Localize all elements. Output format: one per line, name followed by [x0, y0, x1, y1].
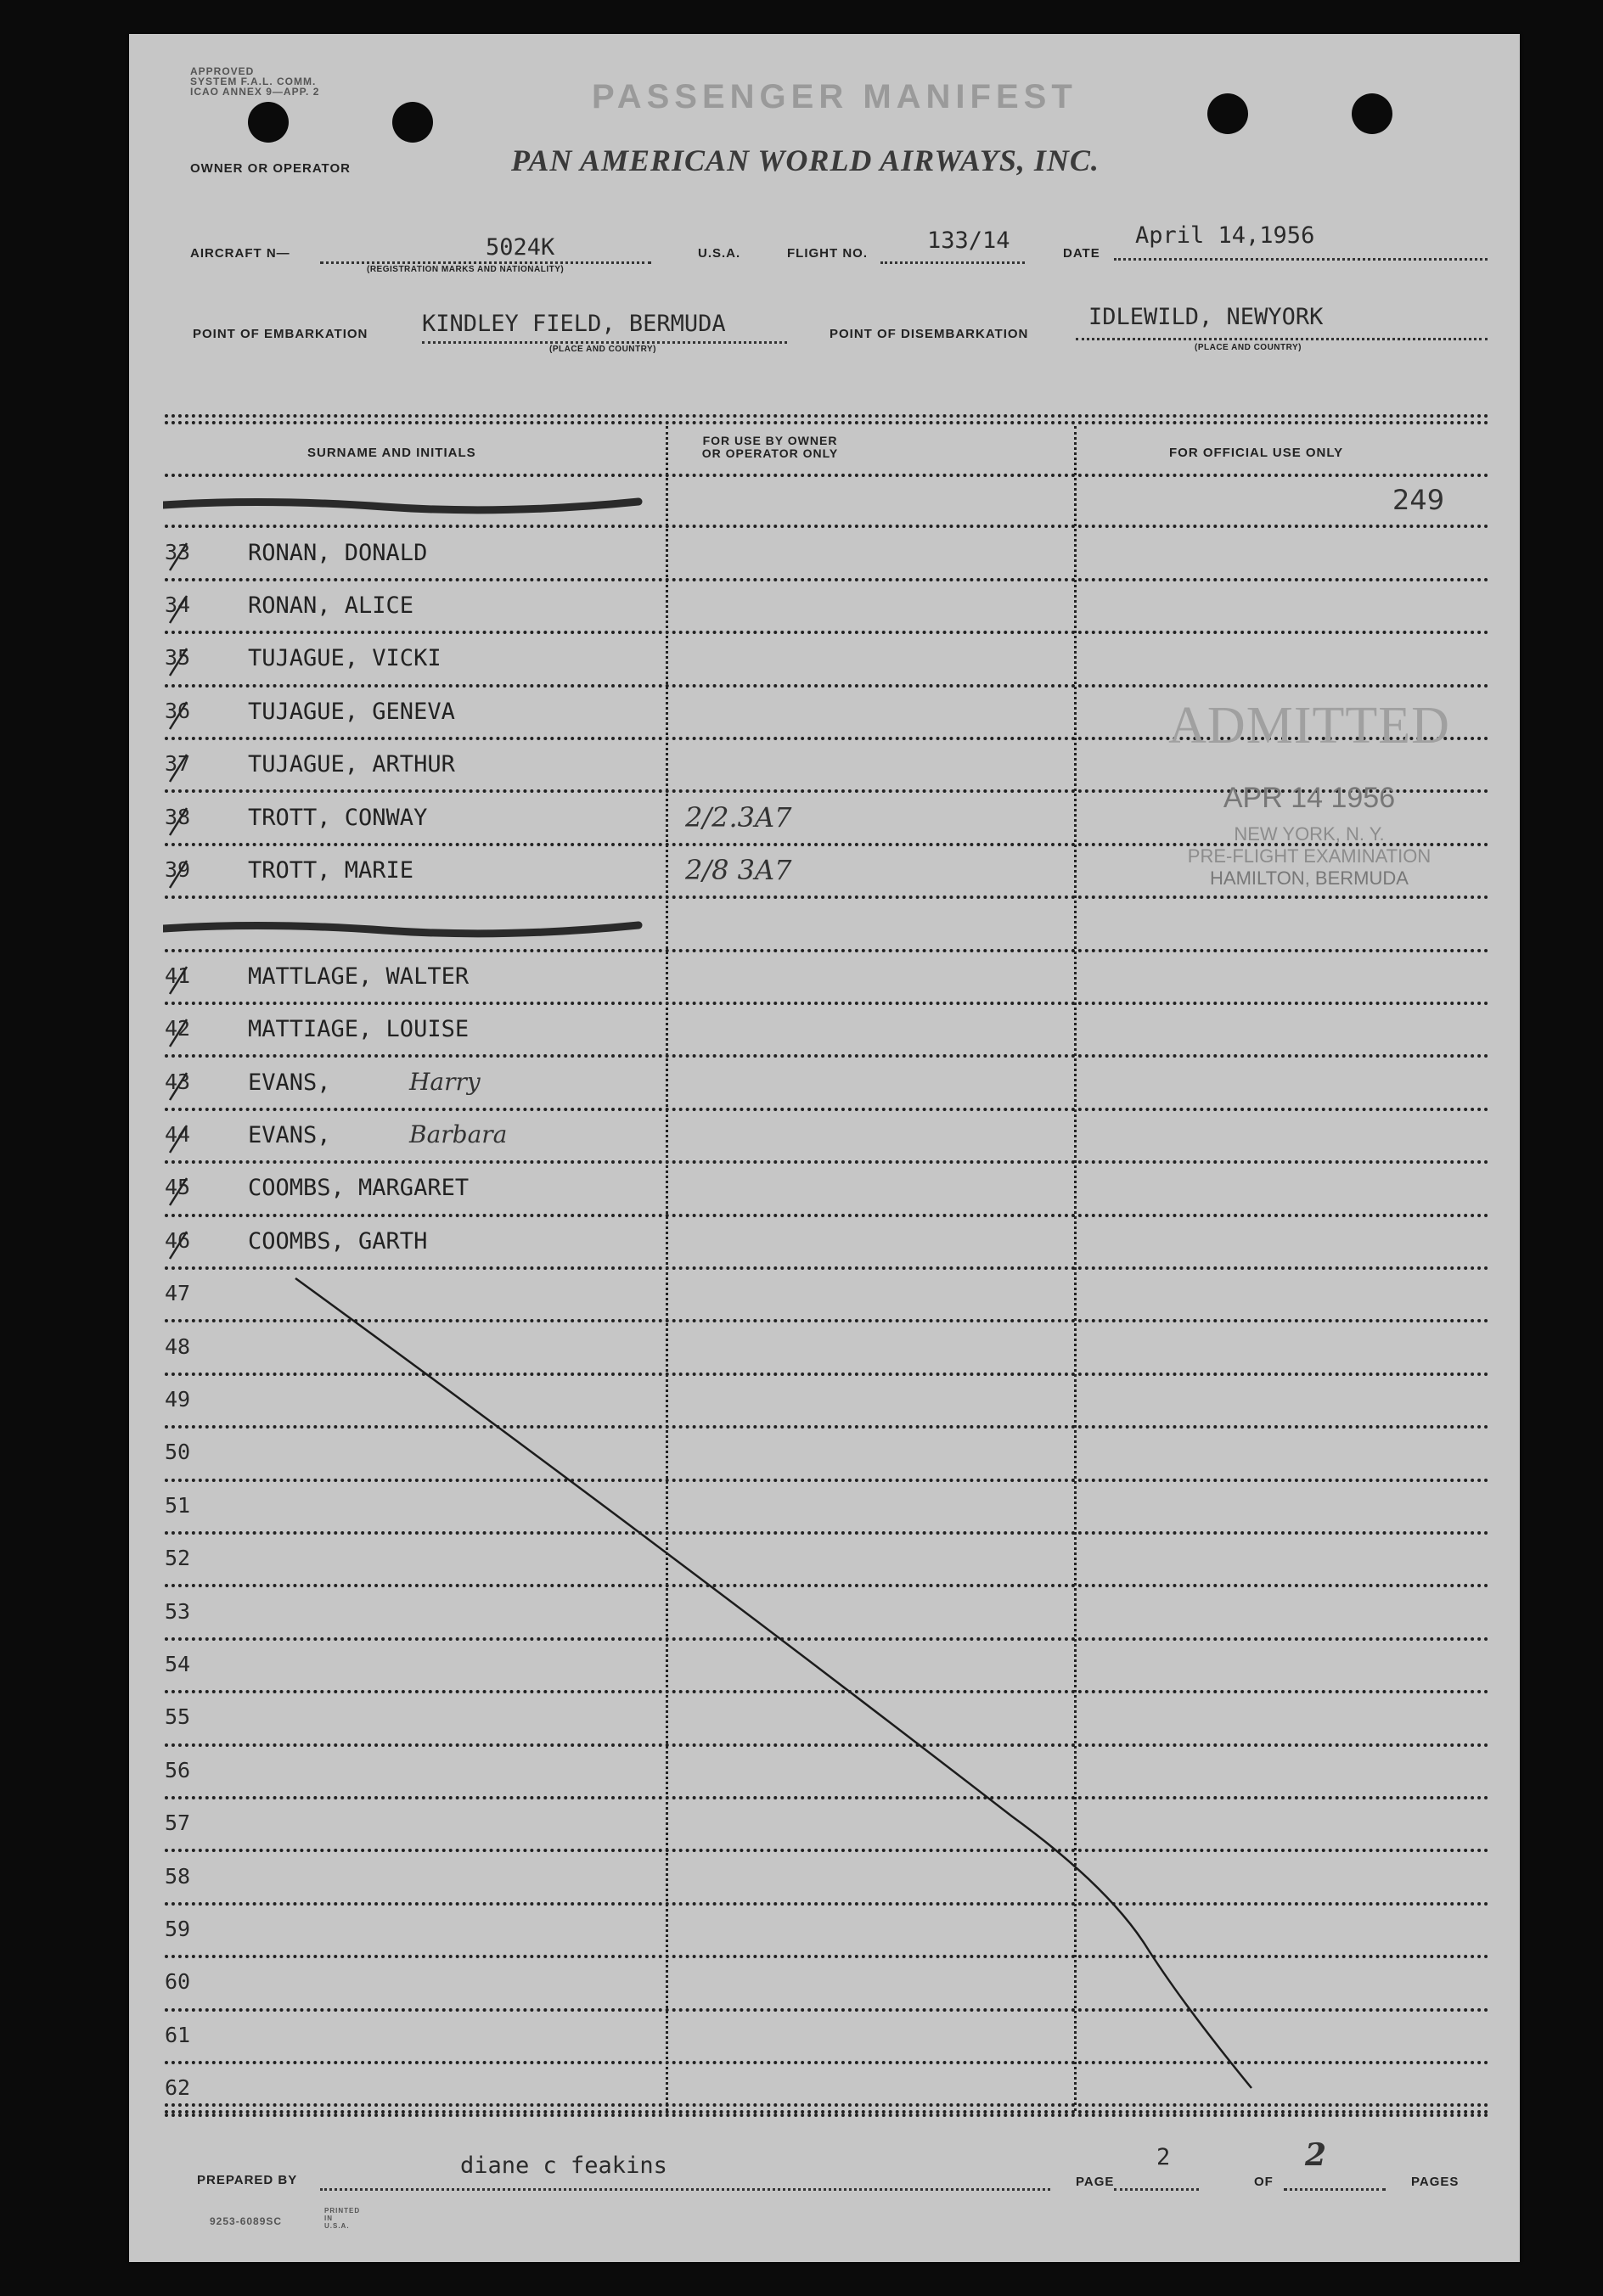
row-number: 54	[165, 1651, 191, 1676]
row-number: 33	[165, 539, 191, 564]
row-number: 51	[165, 1492, 191, 1518]
row-number: 45	[165, 1175, 191, 1200]
row-number: 44	[165, 1121, 191, 1147]
row-number: 37	[165, 751, 191, 777]
passenger-given-name-handwritten: Harry	[409, 1067, 481, 1096]
owner-note: 2/2.3A7	[685, 800, 792, 834]
admitted-stamp	[1131, 696, 1488, 890]
aircraft-value: 5024K	[486, 234, 555, 261]
of-label: OF	[1254, 2175, 1274, 2189]
passenger-name: RONAN, ALICE	[248, 592, 414, 619]
aircraft-label: AIRCRAFT N—	[190, 246, 290, 261]
row-number: 57	[165, 1810, 191, 1836]
embarkation-sublabel: (PLACE AND COUNTRY)	[549, 345, 656, 354]
pages-label: PAGES	[1411, 2175, 1460, 2189]
row-number: 53	[165, 1598, 191, 1624]
column-header-owner-line: OR OPERATOR ONLY	[701, 446, 839, 460]
embarkation-label: POINT OF EMBARKATION	[193, 327, 368, 341]
passenger-name: EVANS,	[248, 1069, 331, 1096]
row-number: 47	[165, 1281, 191, 1306]
passenger-name: COOMBS, MARGARET	[248, 1175, 470, 1202]
cancel-diagonal-line	[129, 34, 1520, 2262]
row-number: 41	[165, 963, 191, 988]
prepared-by-label: PREPARED BY	[197, 2173, 298, 2187]
date-label: DATE	[1063, 246, 1100, 261]
page-value: 2	[1156, 2144, 1171, 2170]
passenger-name: EVANS,	[248, 1121, 331, 1148]
of-value: 2	[1305, 2137, 1327, 2173]
column-header-surname: SURNAME AND INITIALS	[307, 446, 476, 460]
passenger-given-name-handwritten: Barbara	[409, 1120, 508, 1148]
row-number: 55	[165, 1704, 191, 1730]
printed-in: PRINTED IN U.S.A.	[324, 2207, 361, 2230]
passenger-name: MATTLAGE, WALTER	[248, 963, 470, 990]
stamp-date: APR 14 1956	[1223, 782, 1396, 814]
of-underline	[1284, 2188, 1386, 2191]
passenger-name: TUJAGUE, VICKI	[248, 645, 442, 672]
stamp-line-1: NEW YORK, N. Y.	[1234, 823, 1385, 845]
row-number: 35	[165, 645, 191, 671]
manifest-page	[129, 34, 1520, 2262]
stamp-admitted: ADMITTED	[1168, 697, 1450, 755]
disembarkation-value: IDLEWILD, NEWYORK	[1088, 304, 1324, 330]
row-number: 46	[165, 1227, 191, 1253]
form-code: 9253-6089SC	[210, 2215, 283, 2227]
approval-line: APPROVED	[190, 65, 255, 77]
row-number: 60	[165, 1969, 191, 1995]
stamp-line-2: PRE-FLIGHT EXAMINATION	[1187, 845, 1431, 867]
row-number: 48	[165, 1333, 191, 1359]
passenger-name: TROTT, MARIE	[248, 856, 414, 884]
passenger-name: TROTT, CONWAY	[248, 804, 428, 831]
owner-operator-label: OWNER OR OPERATOR	[190, 161, 351, 176]
flight-value: 133/14	[927, 227, 1010, 254]
page-underline	[1114, 2188, 1199, 2191]
usa-label: U.S.A.	[698, 246, 741, 261]
embarkation-value: KINDLEY FIELD, BERMUDA	[422, 311, 726, 337]
passenger-name: TUJAGUE, ARTHUR	[248, 751, 455, 778]
row-number: 59	[165, 1916, 191, 1941]
disembarkation-label: POINT OF DISEMBARKATION	[830, 327, 1029, 341]
stamp-line-3: HAMILTON, BERMUDA	[1210, 867, 1409, 889]
company-name: PAN AMERICAN WORLD AIRWAYS, INC.	[511, 143, 1100, 177]
owner-note: 2/8 3A7	[685, 853, 792, 886]
row-number: 49	[165, 1386, 191, 1412]
row-number: 43	[165, 1069, 191, 1094]
flight-label: FLIGHT NO.	[787, 246, 868, 261]
row-number: 42	[165, 1016, 191, 1041]
column-header-owner-line: FOR USE BY OWNER	[702, 434, 838, 447]
prepared-by-value: diane c feakins	[460, 2153, 667, 2179]
row-number: 52	[165, 1546, 191, 1571]
table-bottom-rule	[165, 2103, 1489, 2107]
row-number: 38	[165, 804, 191, 829]
passenger-name: TUJAGUE, GENEVA	[248, 698, 455, 725]
row-number: 56	[165, 1757, 191, 1782]
row-number: 39	[165, 856, 191, 882]
row-number: 34	[165, 592, 191, 617]
aircraft-sublabel: (REGISTRATION MARKS AND NATIONALITY)	[367, 265, 565, 274]
row-number: 61	[165, 2022, 191, 2047]
row-number: 62	[165, 2075, 191, 2101]
approval-line: ICAO ANNEX 9—APP. 2	[190, 86, 320, 98]
table-bottom-rule	[165, 2110, 1489, 2114]
official-number: 249	[1392, 484, 1445, 516]
column-header-official: FOR OFFICIAL USE ONLY	[1169, 446, 1344, 460]
passenger-name: RONAN, DONALD	[248, 539, 428, 566]
prepared-by-underline	[320, 2188, 1050, 2191]
date-value: April 14,1956	[1135, 222, 1315, 249]
row-number: 36	[165, 698, 191, 723]
passenger-name: MATTIAGE, LOUISE	[248, 1016, 470, 1043]
approval-line: SYSTEM F.A.L. COMM.	[190, 76, 317, 87]
row-number: 50	[165, 1440, 191, 1465]
form-title: PASSENGER MANIFEST	[592, 78, 1077, 115]
passenger-name: COOMBS, GARTH	[248, 1227, 428, 1255]
disembarkation-sublabel: (PLACE AND COUNTRY)	[1195, 343, 1302, 352]
row-number: 58	[165, 1863, 191, 1889]
page-label: PAGE	[1076, 2175, 1115, 2189]
